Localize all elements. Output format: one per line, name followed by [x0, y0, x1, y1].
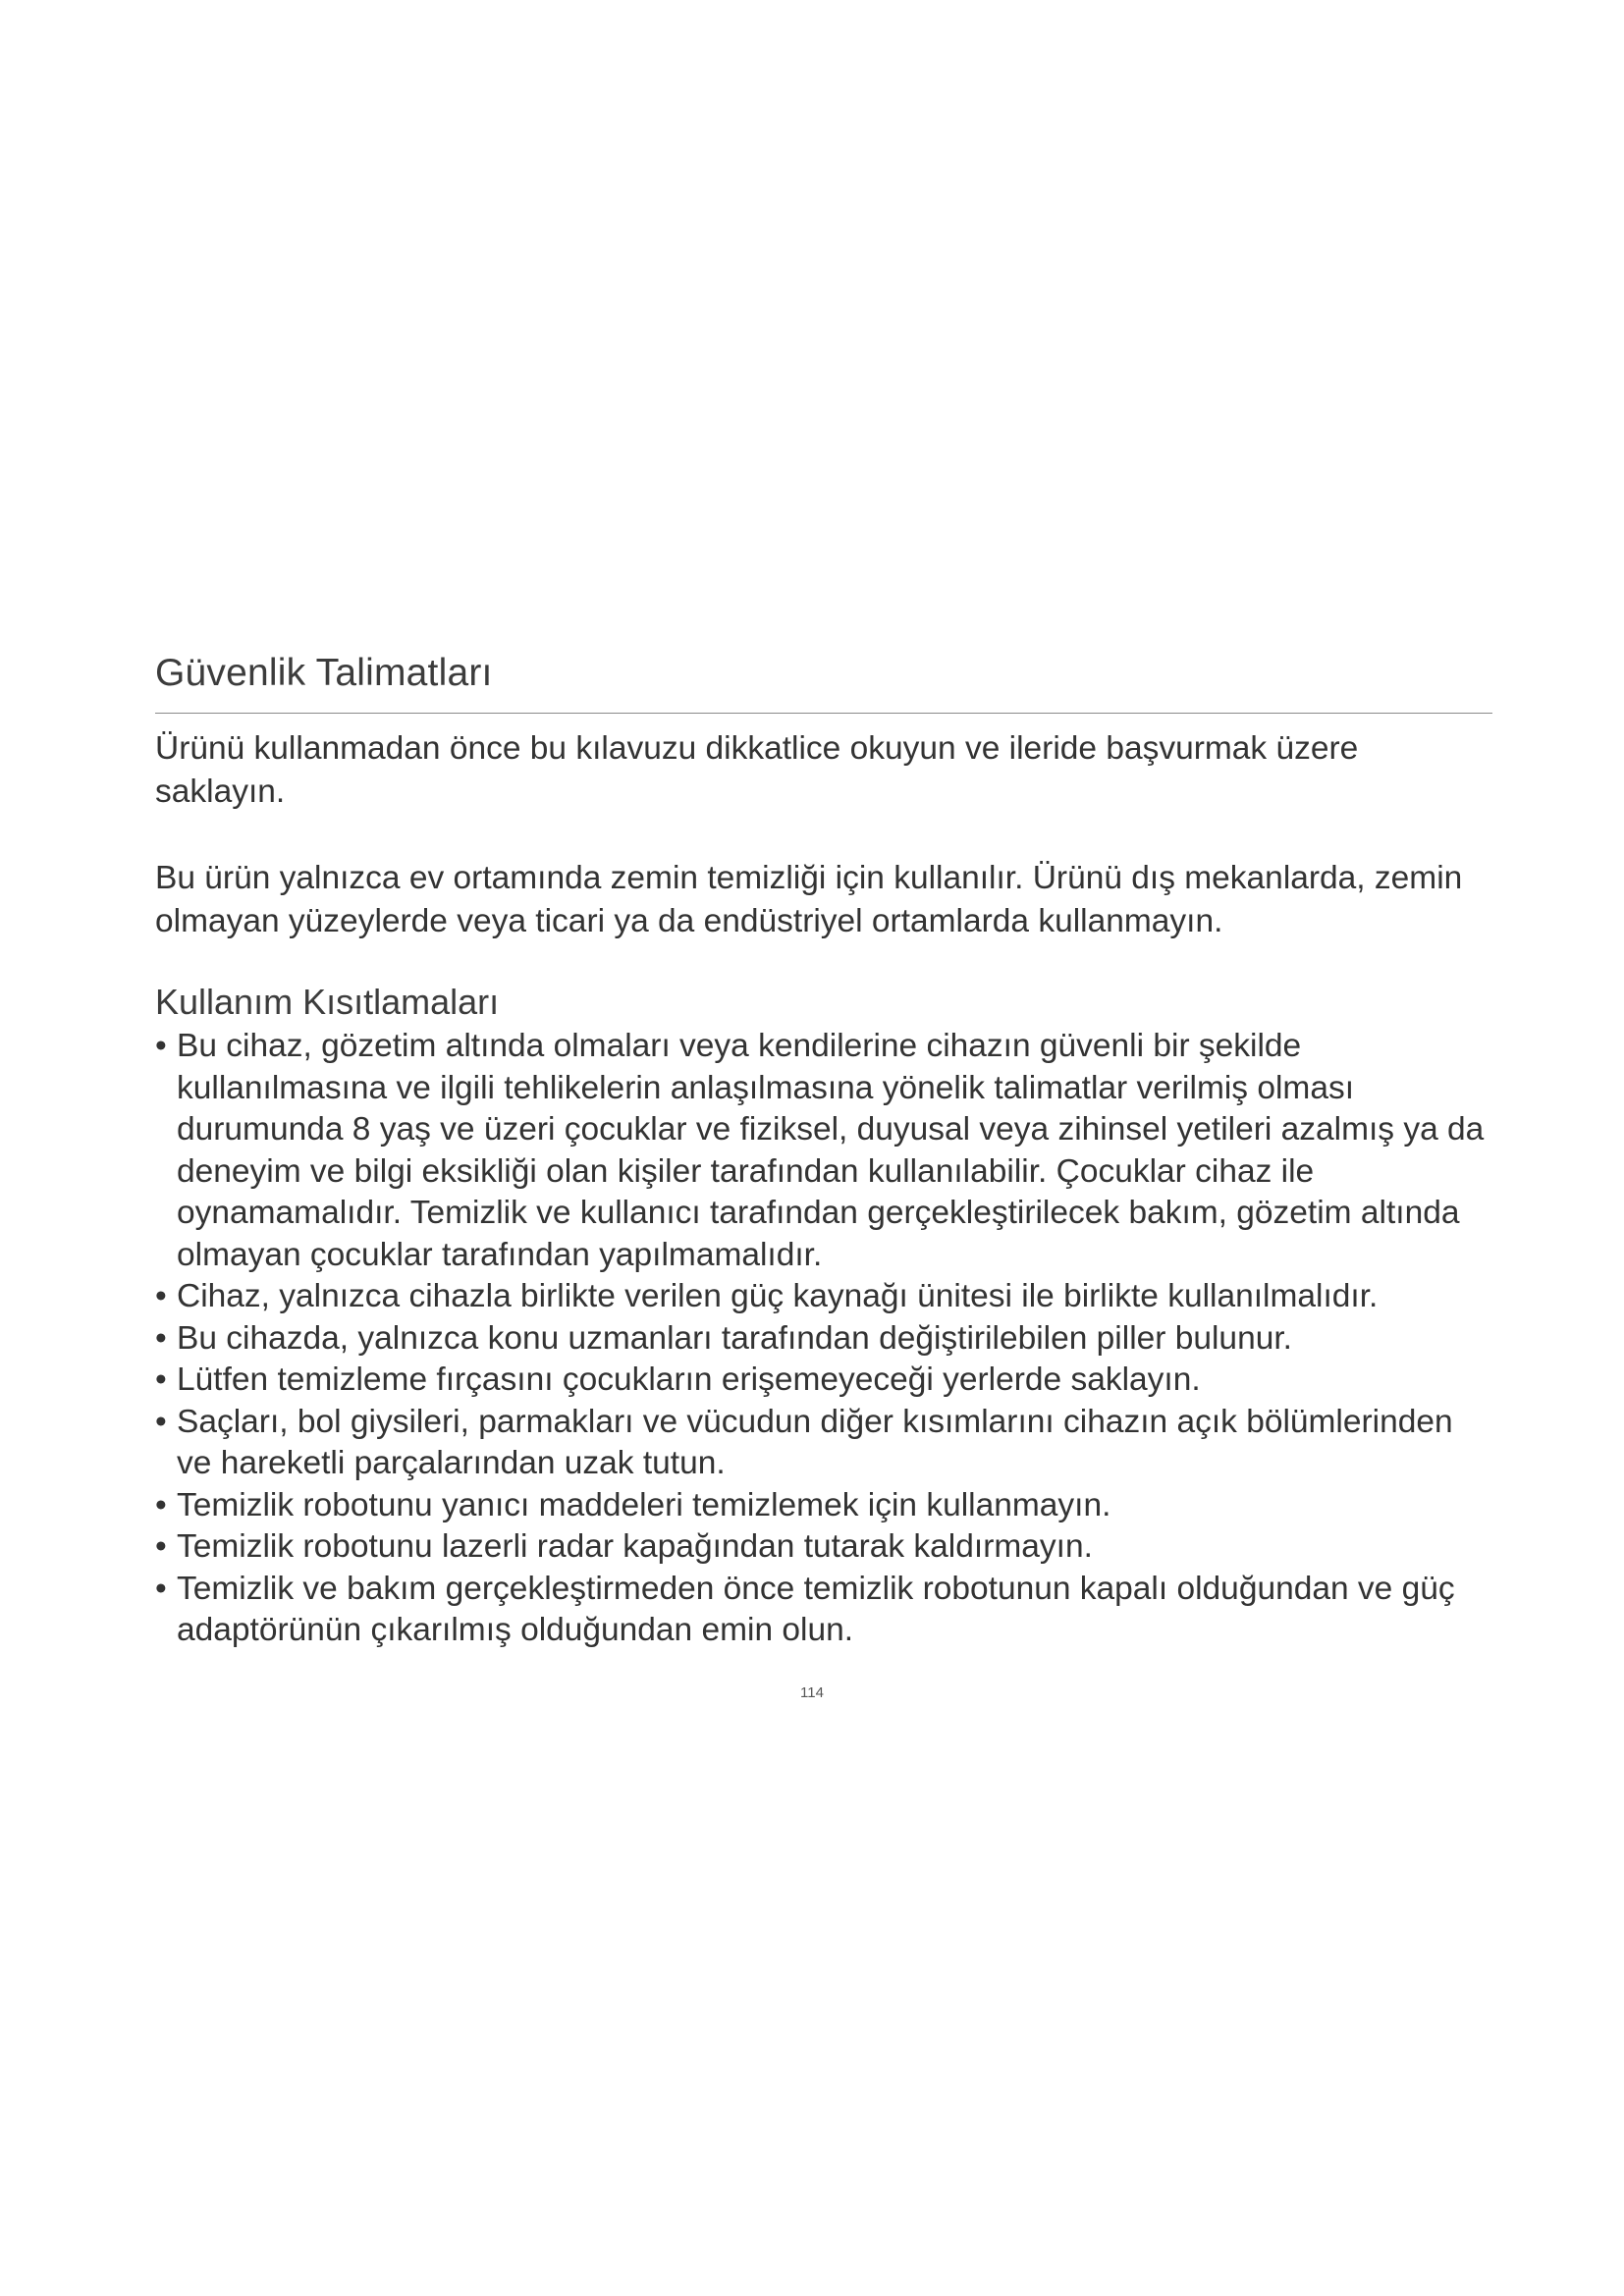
list-item-text: Temizlik robotunu yanıcı maddeleri temizlemek için kullanmayın. — [177, 1486, 1111, 1523]
list-item-text: Bu cihazda, yalnızca konu uzmanları tarafından değiştirilebilen piller bulunur. — [177, 1319, 1292, 1357]
subsection-title-restrictions: Kullanım Kısıtlamaları — [155, 982, 500, 1022]
bullet-icon: • — [155, 1486, 167, 1523]
restrictions-list — [155, 1026, 1492, 1652]
document-page — [155, 648, 1492, 1652]
intro-paragraph-read-manual: Ürünü kullanmadan önce bu kılavuzu dikkatlice okuyun ve ileride başvurmak üzere saklayın. — [155, 730, 1359, 810]
section-title: Güvenlik Talimatları — [155, 652, 493, 694]
list-item-text: Cihaz, yalnızca cihazla birlikte verilen güç kaynağı ünitesi ile birlikte kullanılmalıdır. — [177, 1278, 1379, 1314]
intro-paragraph-usage-scope: Bu ürün yalnızca ev ortamında zemin temizliği için kullanılır. Ürünü dış mekanlarda, zemin olmayan yüzeylerde veya ticari ya da endüstriyel ortamlarda kullanmayın. — [155, 860, 1463, 939]
list-item-text: Temizlik ve bakım gerçekleştirmeden önce temizlik robotunun kapalı olduğundan ve güç adaptörünün çıkarılmış olduğundan emin olun. — [177, 1570, 1455, 1648]
bullet-icon: • — [155, 1570, 167, 1607]
list-item — [155, 1026, 1492, 1276]
bullet-icon: • — [155, 1403, 167, 1440]
page-number: 114 — [800, 1684, 824, 1701]
bullet-icon: • — [155, 1028, 167, 1064]
list-item — [155, 1485, 1492, 1527]
list-item — [155, 1360, 1492, 1402]
list-item-text: Saçları, bol giysileri, parmakları ve vücudun diğer kısımlarını cihazın açık bölümlerinden ve hareketli parçalarından uzak tutun. — [177, 1403, 1453, 1481]
list-item-text: Bu cihaz, gözetim altında olmaları veya kendilerine cihazın güvenli bir şekilde kullanılmasına ve ilgili tehlikelerin anlaşılmasına yönelik talimatlar verilmiş olması durumunda 8 yaş ve üzeri çocuklar ve fiziksel, duyusal veya zihinsel yetileri azalmış ya da deneyim ve bilgi eksikliği olan kişiler tarafından kullanılabilir. Çocuklar cihaz ile oynamamalıdır. Temizlik ve kullanıcı tarafından gerçekleştirilecek bakım, gözetim altında olmayan çocuklar tarafından yapılmamalıdır. — [177, 1028, 1485, 1273]
list-item — [155, 1318, 1492, 1361]
bullet-icon: • — [155, 1362, 167, 1398]
list-item — [155, 1569, 1492, 1652]
list-item — [155, 1526, 1492, 1569]
bullet-icon: • — [155, 1319, 167, 1357]
bullet-icon: • — [155, 1528, 167, 1565]
bullet-icon: • — [155, 1278, 167, 1314]
list-item-text: Lütfen temizleme fırçasını çocukların erişemeyeceği yerlerde saklayın. — [177, 1362, 1201, 1398]
list-item-text: Temizlik robotunu lazerli radar kapağından tutarak kaldırmayın. — [177, 1528, 1093, 1565]
title-divider — [155, 713, 1492, 714]
list-item — [155, 1276, 1492, 1318]
list-item — [155, 1402, 1492, 1485]
